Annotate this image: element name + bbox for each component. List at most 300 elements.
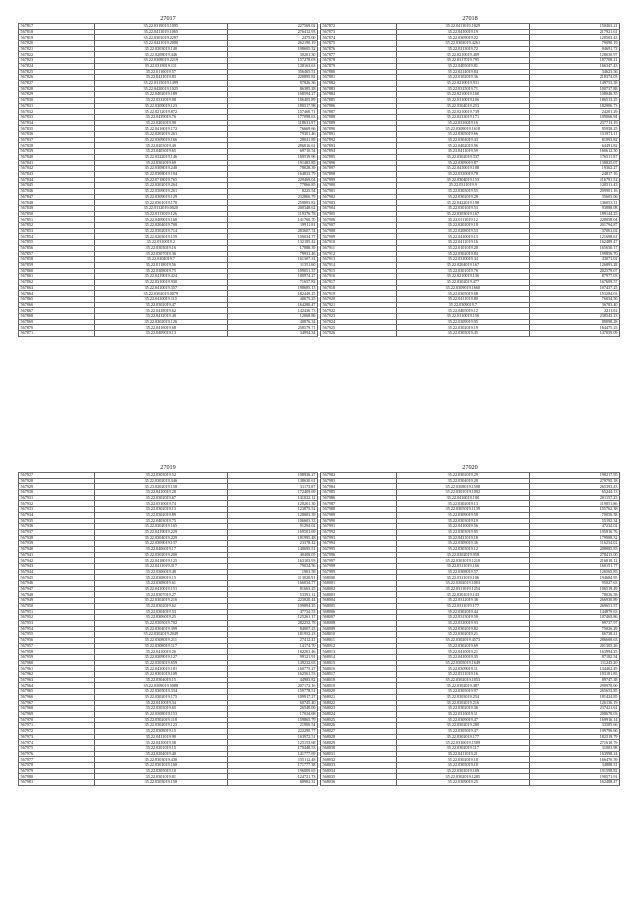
row-number-cell: 567959 <box>19 655 95 661</box>
cadastral-code-cell: 35.22.0419019.424 <box>94 274 227 280</box>
cadastral-code-cell: 35.22.0118019.56 <box>94 262 227 268</box>
amount-cell: 266930.89 <box>529 598 619 604</box>
amount-cell: 149232.63 <box>227 660 317 666</box>
cadastral-code-cell: 35.22.0213019.171 <box>396 115 529 121</box>
amount-cell: 182319.79 <box>529 734 619 740</box>
amount-cell: 198217.95 <box>529 473 619 479</box>
cadastral-code-cell: 35.22.0113019.126 <box>94 211 227 217</box>
amount-cell: 107465.86 <box>529 615 619 621</box>
cadastral-code-cell: 35.22.0204019.167 <box>396 262 529 268</box>
row-number-cell: 567992 <box>321 529 397 535</box>
amount-cell: 71657.82 <box>227 279 317 285</box>
amount-cell: 180974.27 <box>227 274 317 280</box>
row-number-cell: 567960 <box>19 660 95 666</box>
amount-cell: 121698.61 <box>529 234 619 240</box>
amount-cell: 8225.54 <box>227 188 317 194</box>
amount-cell: 28041.89 <box>227 137 317 143</box>
amount-cell: 222290.77 <box>227 728 317 734</box>
cadastral-code-cell: 35.22.0301019.2297 <box>94 35 227 41</box>
row-number-cell: 567975 <box>19 746 95 752</box>
cadastral-code-cell: 35.22.0201019.15 <box>94 746 227 752</box>
cadastral-code-cell: 35.22.0304019.29 <box>396 478 529 484</box>
row-number-cell: 567817 <box>19 24 95 30</box>
amount-cell: 26548.00 <box>227 706 317 712</box>
row-number-cell: 568005 <box>321 603 397 609</box>
amount-cell: 17024.68 <box>227 711 317 717</box>
cadastral-code-cell: 35.22.0305019.47 <box>396 728 529 734</box>
cadastral-code-cell: 35.22.0302019.44 <box>396 609 529 615</box>
row-number-cell: 567911 <box>321 245 397 251</box>
cadastral-code-cell: 35.22.0302019.477 <box>396 279 529 285</box>
row-number-cell: 567956 <box>19 637 95 643</box>
cadastral-code-cell: 35.22.0210019.136 <box>396 274 529 280</box>
amount-cell: 89747.38 <box>529 677 619 683</box>
amount-cell: 189144.25 <box>529 211 619 217</box>
amount-cell: 53391.12 <box>227 592 317 598</box>
row-number-cell: 567899 <box>321 177 397 183</box>
cadastral-code-cell: 35.22.0322019.146 <box>94 154 227 160</box>
amount-cell: 356465.51 <box>227 69 317 75</box>
row-number-cell: 567821 <box>19 46 95 52</box>
amount-cell: 237421.61 <box>529 706 619 712</box>
cadastral-code-cell: 35.22.0405019.12 <box>396 308 529 314</box>
row-number-cell: 567898 <box>321 171 397 177</box>
cadastral-code-cell: 35.22.0302019.337 <box>396 154 529 160</box>
amount-cell: 142436.73 <box>227 308 317 314</box>
cadastral-code-cell: 35.22.0302019.280 <box>396 723 529 729</box>
cadastral-code-cell: 35.22.0411019.1829 <box>396 24 529 30</box>
amount-cell: 94691.73 <box>529 46 619 52</box>
cadastral-code-cell: 35.22.0302019.126 <box>94 319 227 325</box>
amount-cell: 237713.19 <box>529 120 619 126</box>
amount-cell: 40408.05 <box>227 552 317 558</box>
row-number-cell: 567937 <box>19 529 95 535</box>
cadastral-code-cell: 35.22.0303019.140 <box>94 46 227 52</box>
cadastral-code-cell: 35.22.0302019.200 <box>94 552 227 558</box>
amount-cell: 161307.31 <box>227 257 317 263</box>
row-number-cell: 567993 <box>321 535 397 541</box>
row-number-cell: 567943 <box>19 564 95 570</box>
row-number-cell: 568032 <box>321 757 397 763</box>
row-number-cell: 567950 <box>19 603 95 609</box>
amount-cell: 106519.49 <box>529 586 619 592</box>
row-number-cell: 567869 <box>19 319 95 325</box>
amount-cell: 97826.36 <box>227 80 317 86</box>
amount-cell: 141022.12 <box>227 495 317 501</box>
row-number-cell: 567944 <box>19 569 95 575</box>
row-number-cell: 567953 <box>19 620 95 626</box>
amount-cell: 164475.25 <box>529 325 619 331</box>
amount-cell: 116791.52 <box>529 177 619 183</box>
amount-cell: 195816.76 <box>529 529 619 535</box>
row-number-cell: 567866 <box>19 302 95 308</box>
cadastral-code-cell: 35.22.0309019.1618 <box>396 126 529 132</box>
cadastral-code-cell: 35.22.0311019.106 <box>396 575 529 581</box>
amount-cell: 19911.81 <box>227 223 317 229</box>
cadastral-code-cell: 35.22.0309019.95 <box>396 319 529 325</box>
amount-cell: 229469.04 <box>227 177 317 183</box>
amount-cell: 138163.63 <box>227 63 317 69</box>
cadastral-code-cell: 35.22.0309019.129 <box>94 194 227 200</box>
cadastral-code-cell: 35.22.0307019.36 <box>94 251 227 257</box>
cadastral-code-cell: 35.22.0302019.1285 <box>396 774 529 780</box>
cadastral-code-cell: 35.22.0308019.211 <box>94 637 227 643</box>
row-number-cell: 567883 <box>321 86 397 92</box>
amount-cell: 17888.39 <box>227 245 317 251</box>
row-number-cell: 567890 <box>321 126 397 132</box>
amount-cell: 166470.59 <box>529 757 619 763</box>
amount-cell: 159778.51 <box>227 689 317 695</box>
row-number-cell: 567934 <box>19 512 95 518</box>
amount-cell: 223020.44 <box>227 598 317 604</box>
amount-cell: 34994.34 <box>227 331 317 337</box>
row-number-cell: 567832 <box>19 109 95 115</box>
row-number-cell: 567887 <box>321 109 397 115</box>
row-number-cell: 567871 <box>19 331 95 337</box>
cadastral-code-cell: 35.22.0311019.177 <box>396 603 529 609</box>
ledger-page-2 <box>320 14 620 337</box>
cadastral-code-cell: 35.22.0110019.57 <box>94 69 227 75</box>
cadastral-code-cell: 35.22.0302019.36 <box>396 706 529 712</box>
cadastral-code-cell: 35.22.0302019.67 <box>94 495 227 501</box>
amount-cell: 238543.23 <box>529 314 619 320</box>
row-number-cell: 567856 <box>19 245 95 251</box>
row-number-cell: 567850 <box>19 211 95 217</box>
row-number-cell: 567919 <box>321 291 397 297</box>
row-number-cell: 568018 <box>321 677 397 683</box>
row-number-cell: 567968 <box>19 706 95 712</box>
amount-cell: 109917.27 <box>227 694 317 700</box>
amount-cell: 201305.26 <box>529 643 619 649</box>
amount-cell: 78028.39 <box>227 166 317 172</box>
amount-cell: 64491.82 <box>529 143 619 149</box>
row-number-cell: 568015 <box>321 660 397 666</box>
amount-cell: 199856.70 <box>529 251 619 257</box>
cadastral-code-cell: 35.22.0308019.15 <box>94 575 227 581</box>
cadastral-code-cell: 35.22.0303019.95 <box>396 529 529 535</box>
amount-cell: 106603.33 <box>227 518 317 524</box>
amount-cell: 181424.85 <box>529 694 619 700</box>
amount-cell: 196009.65 <box>227 768 317 774</box>
cadastral-code-cell: 35.22.0308019.57 <box>396 569 529 575</box>
row-number-cell: 567844 <box>19 177 95 183</box>
amount-cell: 182449.25 <box>227 291 317 297</box>
cadastral-code-cell: 35.22.0411019.80 <box>396 297 529 303</box>
amount-cell: 208085.83 <box>529 546 619 552</box>
row-number-cell: 567967 <box>19 700 95 706</box>
row-number-cell: 567858 <box>19 257 95 263</box>
amount-cell: 162561.53 <box>227 672 317 678</box>
cadastral-code-cell: 35.22.0303019.12 <box>396 546 529 552</box>
cadastral-code-cell: 35.22.0418019.62 <box>94 308 227 314</box>
row-number-cell: 567877 <box>321 52 397 58</box>
cadastral-code-cell: 35.22.0302019.346 <box>94 478 227 484</box>
amount-cell: 109051.37 <box>227 268 317 274</box>
cadastral-code-cell: 35.22.0405019.81 <box>396 63 529 69</box>
row-number-cell: 567925 <box>321 325 397 331</box>
cadastral-code-cell: 35.22.0214019.84 <box>396 69 529 75</box>
row-number-cell: 567928 <box>19 478 95 484</box>
amount-cell: 144879.63 <box>529 609 619 615</box>
cadastral-code-cell: 35.22.0102019.36 <box>396 75 529 81</box>
amount-cell: 160775.27 <box>227 666 317 672</box>
row-number-cell: 567878 <box>321 58 397 64</box>
cadastral-code-cell: 35.22.0410019.26 <box>94 649 227 655</box>
row-number-cell: 567915 <box>321 268 397 274</box>
cadastral-code-cell: 35.22.0302019.1003 <box>396 581 529 587</box>
amount-cell: 194684.95 <box>529 575 619 581</box>
amount-cell: 31003.98 <box>529 746 619 752</box>
cadastral-code-cell: 35.22.0302019.19 <box>396 325 529 331</box>
cadastral-code-cell: 35.22.0302019.216 <box>396 700 529 706</box>
amount-cell: 113020.91 <box>227 575 317 581</box>
amount-cell: 99121.91 <box>227 655 317 661</box>
amount-cell: 169519.96 <box>227 154 317 160</box>
cadastral-code-cell: 35.22.0112019.0020 <box>94 206 227 212</box>
amount-cell: 159865.79 <box>227 717 317 723</box>
row-number-cell: 567906 <box>321 217 397 223</box>
row-number-cell: 567875 <box>321 41 397 47</box>
amount-cell: 126565.85 <box>529 569 619 575</box>
amount-cell: 232866.79 <box>227 194 317 200</box>
amount-cell: 169501.69 <box>227 529 317 535</box>
row-number-cell: 567945 <box>19 575 95 581</box>
cadastral-code-cell: 35.22.0308019.194 <box>94 171 227 177</box>
amount-cell: 157278.03 <box>227 58 317 64</box>
amount-cell: 193181.85 <box>529 672 619 678</box>
row-number-cell: 567886 <box>321 103 397 109</box>
cadastral-code-cell: 35.22.0310019.34 <box>396 257 529 263</box>
amount-cell: 118631.97 <box>227 120 317 126</box>
cadastral-code-cell: 35.22.0309019.25 <box>396 780 529 786</box>
cadastral-code-cell: 35.22.0303019.16 <box>94 245 227 251</box>
row-number-cell: 567851 <box>19 217 95 223</box>
row-number-cell: 568002 <box>321 586 397 592</box>
amount-cell: 172409.69 <box>227 490 317 496</box>
row-number-cell: 567904 <box>321 206 397 212</box>
row-number-cell: 568031 <box>321 751 397 757</box>
row-number-cell: 567999 <box>321 569 397 575</box>
cadastral-code-cell: 35.22.0418019.125 <box>94 558 227 564</box>
cadastral-code-cell: 35.22.0301019.109 <box>94 672 227 678</box>
amount-cell: 128030.97 <box>529 52 619 58</box>
cadastral-code-cell: 35.22.0317019.795 <box>396 58 529 64</box>
amount-cell: 201794.87 <box>529 223 619 229</box>
row-number-cell: 567903 <box>321 200 397 206</box>
row-number-cell: 567912 <box>321 251 397 257</box>
row-number-cell: 567930 <box>19 490 95 496</box>
amount-cell: 69710.54 <box>227 149 317 155</box>
row-number-cell: 568030 <box>321 746 397 752</box>
row-number-cell: 568007 <box>321 615 397 621</box>
cadastral-code-cell: 35.22.0316019.11 <box>396 711 529 717</box>
row-number-cell: 567922 <box>321 308 397 314</box>
amount-cell: 120503.43 <box>529 35 619 41</box>
cadastral-code-cell: 35.22.0302019.0079 <box>94 291 227 297</box>
cadastral-code-cell: 35.22.0310019.1509 <box>396 740 529 746</box>
row-number-cell: 567831 <box>19 103 95 109</box>
cadastral-code-cell: 35.22.0307019.27 <box>94 592 227 598</box>
amount-cell: 286668.63 <box>529 637 619 643</box>
row-number-cell: 567882 <box>321 80 397 86</box>
cadastral-code-cell: 35.22.0305019.702 <box>94 620 227 626</box>
amount-cell: 30201.30 <box>227 52 317 58</box>
row-number-cell: 567974 <box>19 740 95 746</box>
row-number-cell: 568017 <box>321 672 397 678</box>
row-number-cell: 568024 <box>321 711 397 717</box>
cadastral-code-cell: 35.22.0302019.958 <box>396 552 529 558</box>
row-number-cell: 567829 <box>19 92 95 98</box>
cadastral-code-cell: 35.22.0302019.62 <box>94 603 227 609</box>
row-number-cell: 567986 <box>321 495 397 501</box>
row-number-cell: 567963 <box>19 677 95 683</box>
amount-cell: 269651.57 <box>529 603 619 609</box>
amount-cell: 75026.29 <box>529 626 619 632</box>
cadastral-code-cell: 35.22.0318019.111 <box>94 63 227 69</box>
amount-cell: 200348.62 <box>227 206 317 212</box>
cadastral-code-cell: 35.22.0303019.430 <box>94 757 227 763</box>
row-number-cell: 568008 <box>321 620 397 626</box>
row-number-cell: 567971 <box>19 723 95 729</box>
amount-cell: 218374.03 <box>529 75 619 81</box>
amount-cell: 126136.19 <box>529 700 619 706</box>
cadastral-code-cell: 35.22.0212019.872 <box>94 109 227 115</box>
row-number-cell: 567932 <box>19 501 95 507</box>
amount-cell: 170448.53 <box>227 746 317 752</box>
row-number-cell: 567864 <box>19 291 95 297</box>
cadastral-code-cell: 35.22.0311019.166 <box>396 564 529 570</box>
row-number-cell: 567868 <box>19 314 95 320</box>
row-number-cell: 567900 <box>321 183 397 189</box>
cadastral-code-cell: 35.22.0304019.399 <box>94 626 227 632</box>
row-number-cell: 567862 <box>19 279 95 285</box>
ledger-page-1 <box>18 14 318 337</box>
cadastral-code-cell: 35.22.0210019.931 <box>396 80 529 86</box>
cadastral-code-cell: 35.22.0310019.106 <box>396 97 529 103</box>
cadastral-code-cell: 35.22.0302019.4261 <box>396 41 529 47</box>
cadastral-code-cell: 35.22.0302019.165 <box>94 524 227 530</box>
row-number-cell: 567918 <box>321 285 397 291</box>
amount-cell: 132185.42 <box>227 240 317 246</box>
row-number-cell: 567948 <box>19 592 95 598</box>
row-number-cell: 567965 <box>19 689 95 695</box>
amount-cell: 109066.94 <box>529 115 619 121</box>
cadastral-code-cell: 35.22.0302019.69 <box>94 160 227 166</box>
cadastral-code-cell: 35.22.0309019.87 <box>396 160 529 166</box>
cadastral-code-cell: 35.22.0411019.83 <box>94 75 227 81</box>
amount-cell: 220895.82 <box>227 75 317 81</box>
row-number-cell: 568025 <box>321 717 397 723</box>
amount-cell: 11351.60 <box>227 262 317 268</box>
row-number-cell: 567990 <box>321 518 397 524</box>
amount-cell: 138630.61 <box>227 478 317 484</box>
amount-cell: 47734.53 <box>227 609 317 615</box>
row-number-cell: 567957 <box>19 643 95 649</box>
amount-cell: 2211.02 <box>529 308 619 314</box>
cadastral-code-cell: 35.22.0416019.172 <box>94 126 227 132</box>
row-number-cell: 567988 <box>321 507 397 513</box>
row-number-cell: 567984 <box>321 484 397 490</box>
cadastral-code-cell: 35.22.0302019.123 <box>94 723 227 729</box>
row-number-cell: 567840 <box>19 154 95 160</box>
amount-cell: 120511.43 <box>529 183 619 189</box>
row-number-cell: 568006 <box>321 609 397 615</box>
cadastral-code-cell: 35.22.0208019.446 <box>94 52 227 58</box>
amount-cell: 100737.88 <box>529 86 619 92</box>
cadastral-code-cell: 35.22.0302019.1853 <box>396 677 529 683</box>
amount-cell: 198605.32 <box>227 46 317 52</box>
row-number-cell: 567857 <box>19 251 95 257</box>
amount-cell: 140695.51 <box>227 546 317 552</box>
row-number-cell: 567847 <box>19 194 95 200</box>
row-number-cell: 568028 <box>321 734 397 740</box>
cadastral-code-cell: 35.22.0301019.1210 <box>396 558 529 564</box>
row-number-cell: 567985 <box>321 490 397 496</box>
amount-cell: 168594.27 <box>227 92 317 98</box>
row-number-cell: 567897 <box>321 166 397 172</box>
amount-cell: 27412.41 <box>227 637 317 643</box>
row-number-cell: 567997 <box>321 558 397 564</box>
cadastral-code-cell: 35.22.0403019.75 <box>94 518 227 524</box>
row-number-cell: 567905 <box>321 211 397 217</box>
row-number-cell: 567881 <box>321 75 397 81</box>
row-number-cell: 567823 <box>19 58 95 64</box>
cadastral-code-cell: 35.22.0203019.159 <box>94 234 227 240</box>
amount-cell: 276412.93 <box>227 29 317 35</box>
amount-cell: 163998.24 <box>529 751 619 757</box>
amount-cell: 126893.28 <box>529 262 619 268</box>
cadastral-code-cell: 35.22.0416019.68 <box>94 325 227 331</box>
row-number-cell: 567916 <box>321 274 397 280</box>
amount-cell: 111243.20 <box>529 660 619 666</box>
row-number-cell: 567825 <box>19 69 95 75</box>
table-row <box>19 780 318 786</box>
row-number-cell: 567879 <box>321 63 397 69</box>
cadastral-code-cell: 35.22.0309019.22 <box>396 35 529 41</box>
cadastral-code-cell: 35.22.0309019.36 <box>396 541 529 547</box>
amount-cell: 179988.32 <box>529 535 619 541</box>
row-number-cell: 567853 <box>19 228 95 234</box>
cadastral-code-cell: 35.22.0301019.170 <box>94 200 227 206</box>
amount-cell: 34623.56 <box>529 69 619 75</box>
row-number-cell: 567876 <box>321 46 397 52</box>
cadastral-code-cell: 35.22.0304019.15 <box>94 677 227 683</box>
row-number-cell: 568036 <box>321 780 397 786</box>
cadastral-code-cell: 35.22.0304019.229 <box>94 535 227 541</box>
cadastral-code-cell: 35.22.0301019.81 <box>94 774 227 780</box>
cadastral-code-cell: 35.22.0406019.17 <box>94 546 227 552</box>
cadastral-code-cell: 35.22.0308019.61 <box>94 581 227 587</box>
amount-cell: 1963.58 <box>227 569 317 575</box>
row-number-cell: 567989 <box>321 512 397 518</box>
page-title: 27017 <box>160 15 176 22</box>
row-number-cell: 568019 <box>321 683 397 689</box>
cadastral-code-cell: 35.22.0301019.109 <box>396 768 529 774</box>
amount-cell: 87977.03 <box>529 274 619 280</box>
cadastral-code-cell: 35.22.0308019.240 <box>94 166 227 172</box>
page-title: 27018 <box>462 15 478 22</box>
row-number-cell: 568029 <box>321 740 397 746</box>
amount-cell: 89098.28 <box>529 319 619 325</box>
cadastral-code-cell: 35.22.0301019.53 <box>396 206 529 212</box>
cadastral-code-cell: 35.22.0308019.1508 <box>396 484 529 490</box>
row-number-cell: 567867 <box>19 308 95 314</box>
row-number-cell: 568004 <box>321 598 397 604</box>
row-number-cell: 567837 <box>19 137 95 143</box>
amount-cell: 176511.87 <box>529 154 619 160</box>
amount-cell: 24817.16 <box>529 171 619 177</box>
amount-cell: 88982.31 <box>227 780 317 786</box>
